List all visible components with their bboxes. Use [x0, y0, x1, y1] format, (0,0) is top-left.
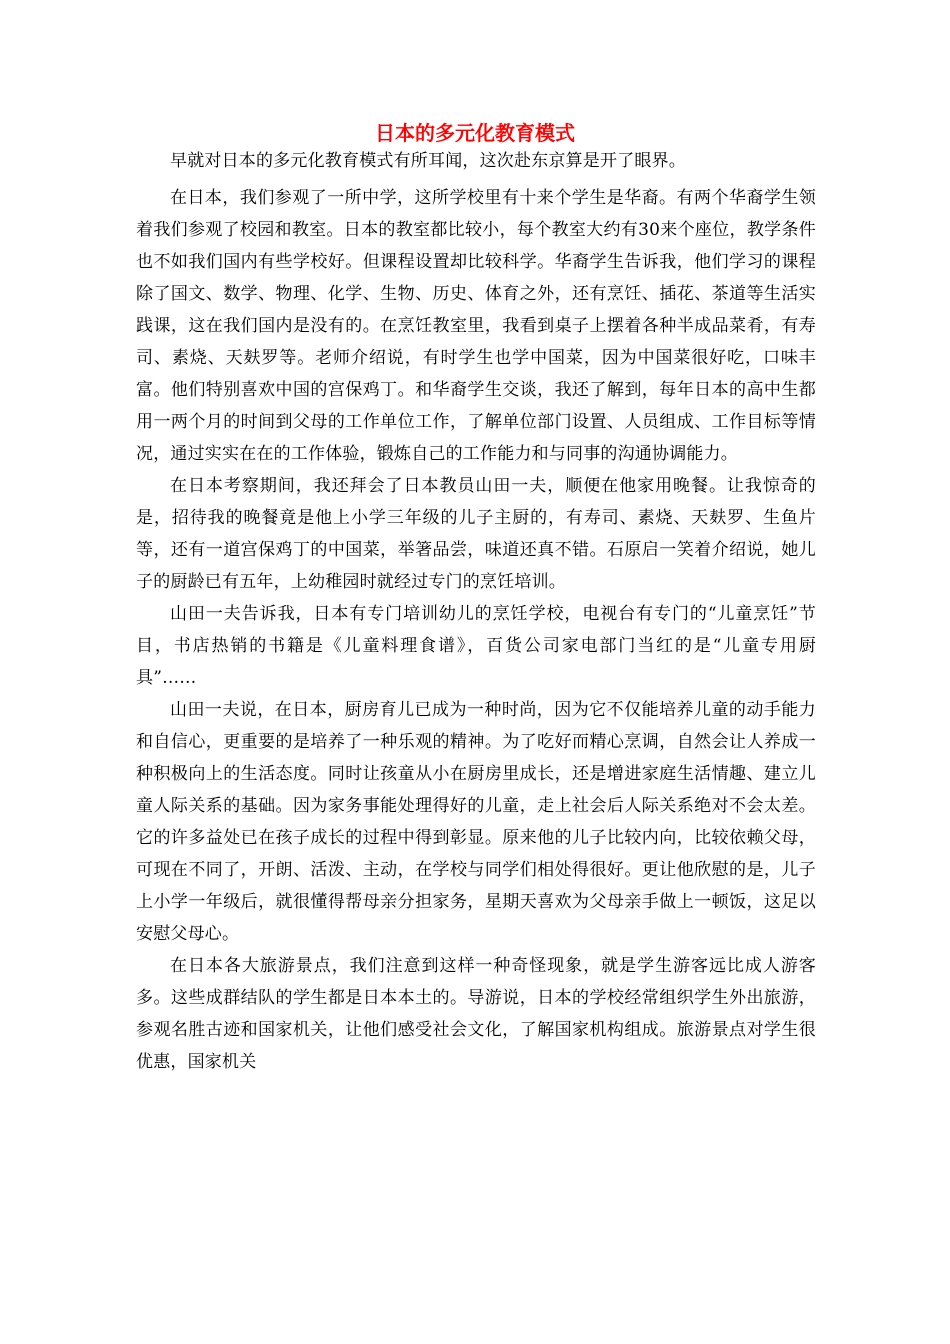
paragraph-kitchen-parenting: 山田一夫说，在日本，厨房育儿已成为一种时尚，因为它不仅能培养儿童的动手能力和自信心，更重要的是培养了一种乐观的精神。为了吃好而精心烹调，自然会让人养成一种积极向上的生活态度。同时让孩童从小在厨房里成长，还是增进家庭生活情趣、建立儿童人际关系的基础。因为家务事能处理得好的儿童，走上社会后人际关系绝对不会太差。它的许多益处已在孩子成长的过程中得到彰显。原来他的儿子比较内向，比较依赖父母，可现在不同了，开朗、活泼、主动，在学校与同学们相处得很好。更让他欣慰的是，儿子上小学一年级后，就很懂得帮母亲分担家务，星期天喜欢为父母亲手做上一顿饭，这足以安慰父母心。: [136, 700, 816, 944]
document-body: [136, 148, 816, 1078]
paragraph-school-visit: 在日本，我们参观了一所中学，这所学校里有十来个学生是华裔。有两个华裔学生领着我们参观了校园和教室。日本的教室都比较小，每个教室大约有30来个座位，教学条件也不如我们国内有些学校好。但课程设置却比较科学。华裔学生告诉我，他们学习的课程除了国文、数学、物理、化学、生物、历史、体育之外，还有烹饪、插花、茶道等生活实践课，这在我们国内是没有的。在烹饪教室里，我看到桌子上摆着各种半成品菜肴，有寿司、素烧、天麸罗等。老师介绍说，有时学生也学中国菜，因为中国菜很好吃，口味丰富。他们特别喜欢中国的宫保鸡丁。和华裔学生交谈，我还了解到，每年日本的高中生都用一两个月的时间到父母的工作单位工作，了解单位部门设置、人员组成、工作目标等情况，通过实实在在的工作体验，锻炼自己的工作能力和与同事的沟通协调能力。: [136, 188, 816, 464]
paragraph-cooking-school: 山田一夫告诉我，日本有专门培训幼儿的烹饪学校，电视台有专门的“儿童烹饪”节目，书店热销的书籍是《儿童料理食谱》，百货公司家电部门当红的是“儿童专用厨具”……: [136, 604, 816, 688]
paragraph-teacher-dinner: 在日本考察期间，我还拜会了日本教员山田一夫，顺便在他家用晚餐。让我惊奇的是，招待我的晚餐竟是他上小学三年级的儿子主厨的，有寿司、素烧、天麸罗、生鱼片等，还有一道宫保鸡丁的中国菜，举箸品尝，味道还真不错。石原启一笑着介绍说，她儿子的厨龄已有五年，上幼稚园时就经过专门的烹饪培训。: [136, 476, 816, 592]
document-title: 日本的多元化教育模式: [375, 121, 575, 145]
paragraph-student-travel: 在日本各大旅游景点，我们注意到这样一种奇怪现象，就是学生游客远比成人游客多。这些成群结队的学生都是日本本土的。导游说，日本的学校经常组织学生外出旅游，参观名胜古迹和国家机关，让他们感受社会文化，了解国家机构组成。旅游景点对学生很优惠，国家机关: [136, 956, 816, 1072]
paragraph-intro: 早就对日本的多元化教育模式有所耳闻，这次赴东京算是开了眼界。: [170, 151, 686, 171]
